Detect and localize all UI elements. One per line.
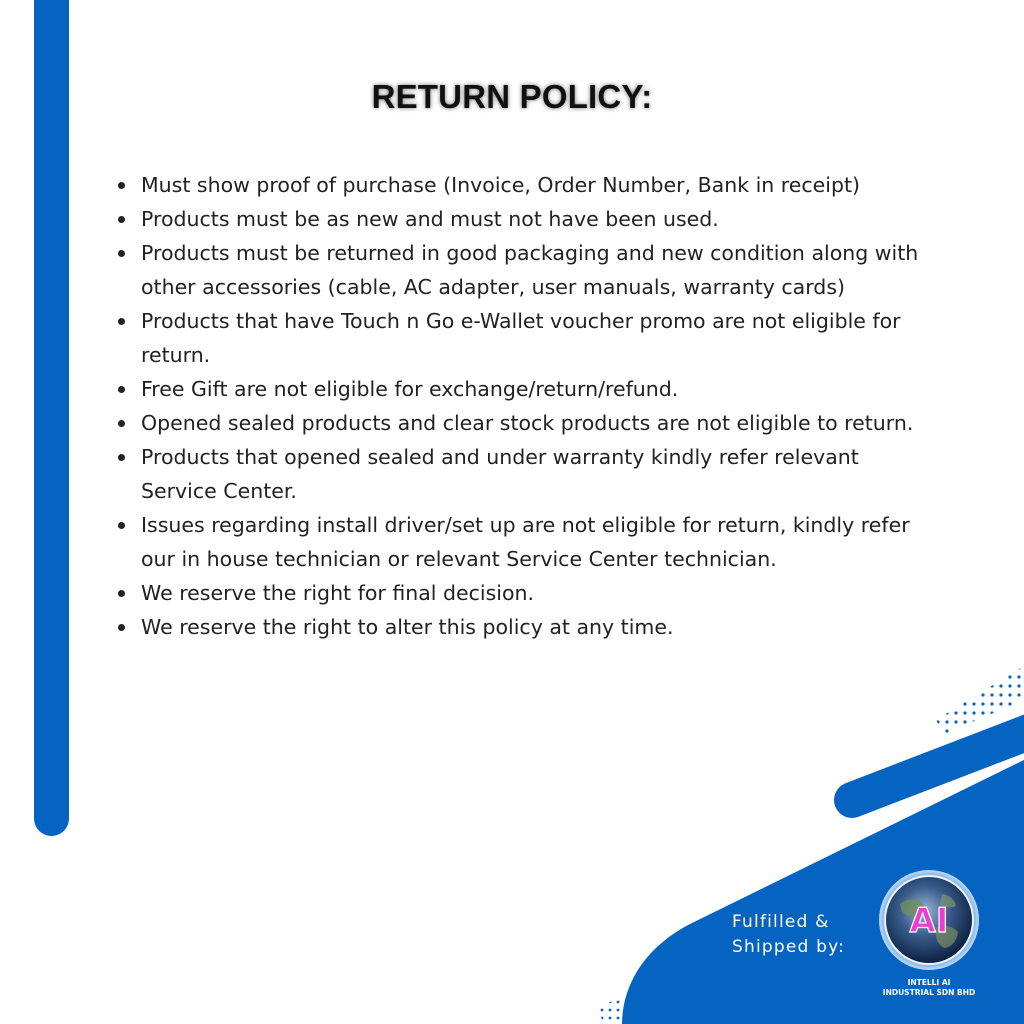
policy-item: We reserve the right to alter this policy at any time. <box>116 610 936 644</box>
policy-item: Opened sealed products and clear stock products are not eligible to return. <box>116 406 936 440</box>
page-title: RETURN POLICY: <box>371 78 653 115</box>
shipping-line-1: Fulfilled & <box>732 912 830 932</box>
policy-item: Must show proof of purchase (Invoice, Order Number, Bank in receipt) <box>116 168 936 202</box>
policy-item: Issues regarding install driver/set up are not eligible for return, kindly refer our in house technician or relevant Service Center technician. <box>116 508 936 576</box>
company-line-2: INDUSTRIAL SDN BHD <box>882 988 976 997</box>
shipping-line-2: Shipped by: <box>732 937 846 957</box>
company-name <box>862 978 996 998</box>
policy-list <box>116 168 936 644</box>
policy-item: Products must be returned in good packaging and new condition along with other accessories (cable, AC adapter, user manuals, warranty cards) <box>116 236 936 304</box>
company-logo <box>870 866 988 986</box>
company-line-1: INTELLI AI <box>907 978 951 987</box>
policy-item: Free Gift are not eligible for exchange/return/refund. <box>116 372 936 406</box>
policy-item: Products must be as new and must not have been used. <box>116 202 936 236</box>
policy-item: We reserve the right for final decision. <box>116 576 936 610</box>
policy-item: Products that opened sealed and under warranty kindly refer relevant Service Center. <box>116 440 936 508</box>
logo-ai-text: AI <box>909 901 949 941</box>
fulfilled-shipped-label <box>732 910 845 960</box>
policy-item: Products that have Touch n Go e-Wallet voucher promo are not eligible for return. <box>116 304 936 372</box>
